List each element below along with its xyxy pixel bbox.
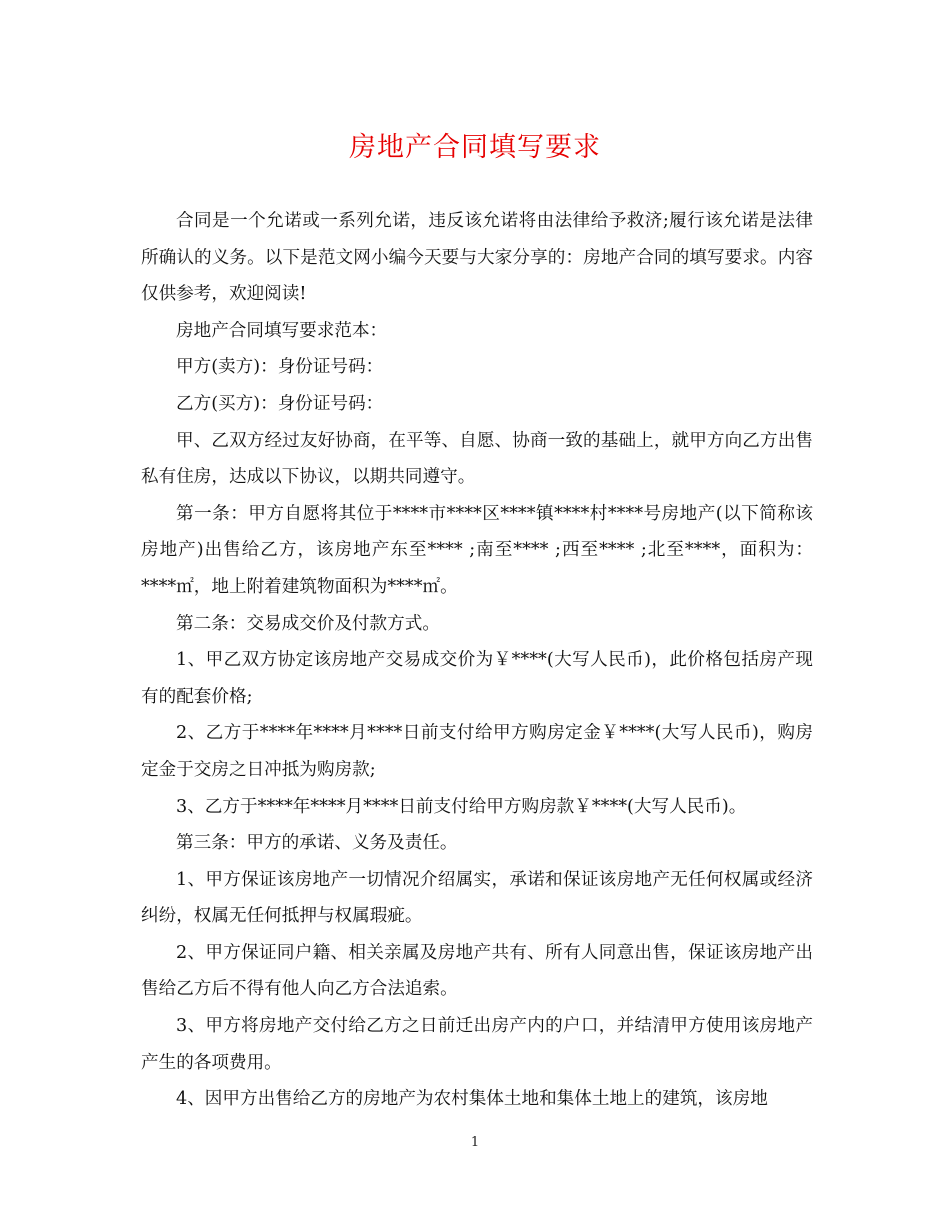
paragraph-article-3: 第三条：甲方的承诺、义务及责任。 xyxy=(176,833,458,854)
paragraph-party-a: 甲方(卖方)：身份证号码： xyxy=(176,357,384,378)
paragraph-article-3-item-2: 2、甲方保证同户籍、相关亲属及房地产共有、所有人同意出售，保证该房地产出售给乙方后不得有他人向乙方合法追索。 xyxy=(141,942,813,1000)
paragraph-article-1: 第一条：甲方自愿将其位于****市****区****镇****村****号房地产(以下简称该房地产)出售给乙方，该房地产东至**** ;南至**** ;西至**** ;北至****，面积为：****㎡，地上附着建筑物面积为****㎡。 xyxy=(141,503,813,597)
document-body xyxy=(141,203,813,1118)
paragraph-article-3-item-3: 3、甲方将房地产交付给乙方之日前迁出房产内的户口，并结清甲方使用该房地产产生的各项费用。 xyxy=(141,1016,813,1073)
paragraph-intro: 合同是一个允诺或一系列允诺，违反该允诺将由法律给予救济;履行该允诺是法律所确认的义务。以下是范文网小编今天要与大家分享的：房地产合同的填写要求。内容仅供参考，欢迎阅读! xyxy=(141,211,813,305)
paragraph-article-3-item-4: 4、因甲方出售给乙方的房地产为农村集体土地和集体土地上的建筑，该房地 xyxy=(176,1089,768,1110)
paragraph-party-b: 乙方(买方)：身份证号码： xyxy=(176,393,384,414)
paragraph-template-heading: 房地产合同填写要求范本： xyxy=(176,320,388,341)
paragraph-article-2-item-1: 1、甲乙双方协定该房地产交易成交价为￥****(大写人民币)，此价格包括房产现有的配套价格; xyxy=(141,650,813,707)
paragraph-article-2: 第二条：交易成交价及付款方式。 xyxy=(176,613,440,634)
page-title: 房地产合同填写要求 xyxy=(349,132,601,163)
page-number: 1 xyxy=(470,1135,480,1150)
paragraph-agreement: 甲、乙双方经过友好协商，在平等、自愿、协商一致的基础上，就甲方向乙方出售私有住房，达成以下协议，以期共同遵守。 xyxy=(141,430,813,488)
paragraph-article-3-item-1: 1、甲方保证该房地产一切情况介绍属实，承诺和保证该房地产无任何权属或经济纠纷，权属无任何抵押与权属瑕疵。 xyxy=(141,869,813,927)
paragraph-article-2-item-3: 3、乙方于****年****月****日前支付给甲方购房款￥****(大写人民币)。 xyxy=(176,796,747,817)
paragraph-article-2-item-2: 2、乙方于****年****月****日前支付给甲方购房定金￥****(大写人民币)，购房定金于交房之日冲抵为购房款; xyxy=(141,723,813,780)
